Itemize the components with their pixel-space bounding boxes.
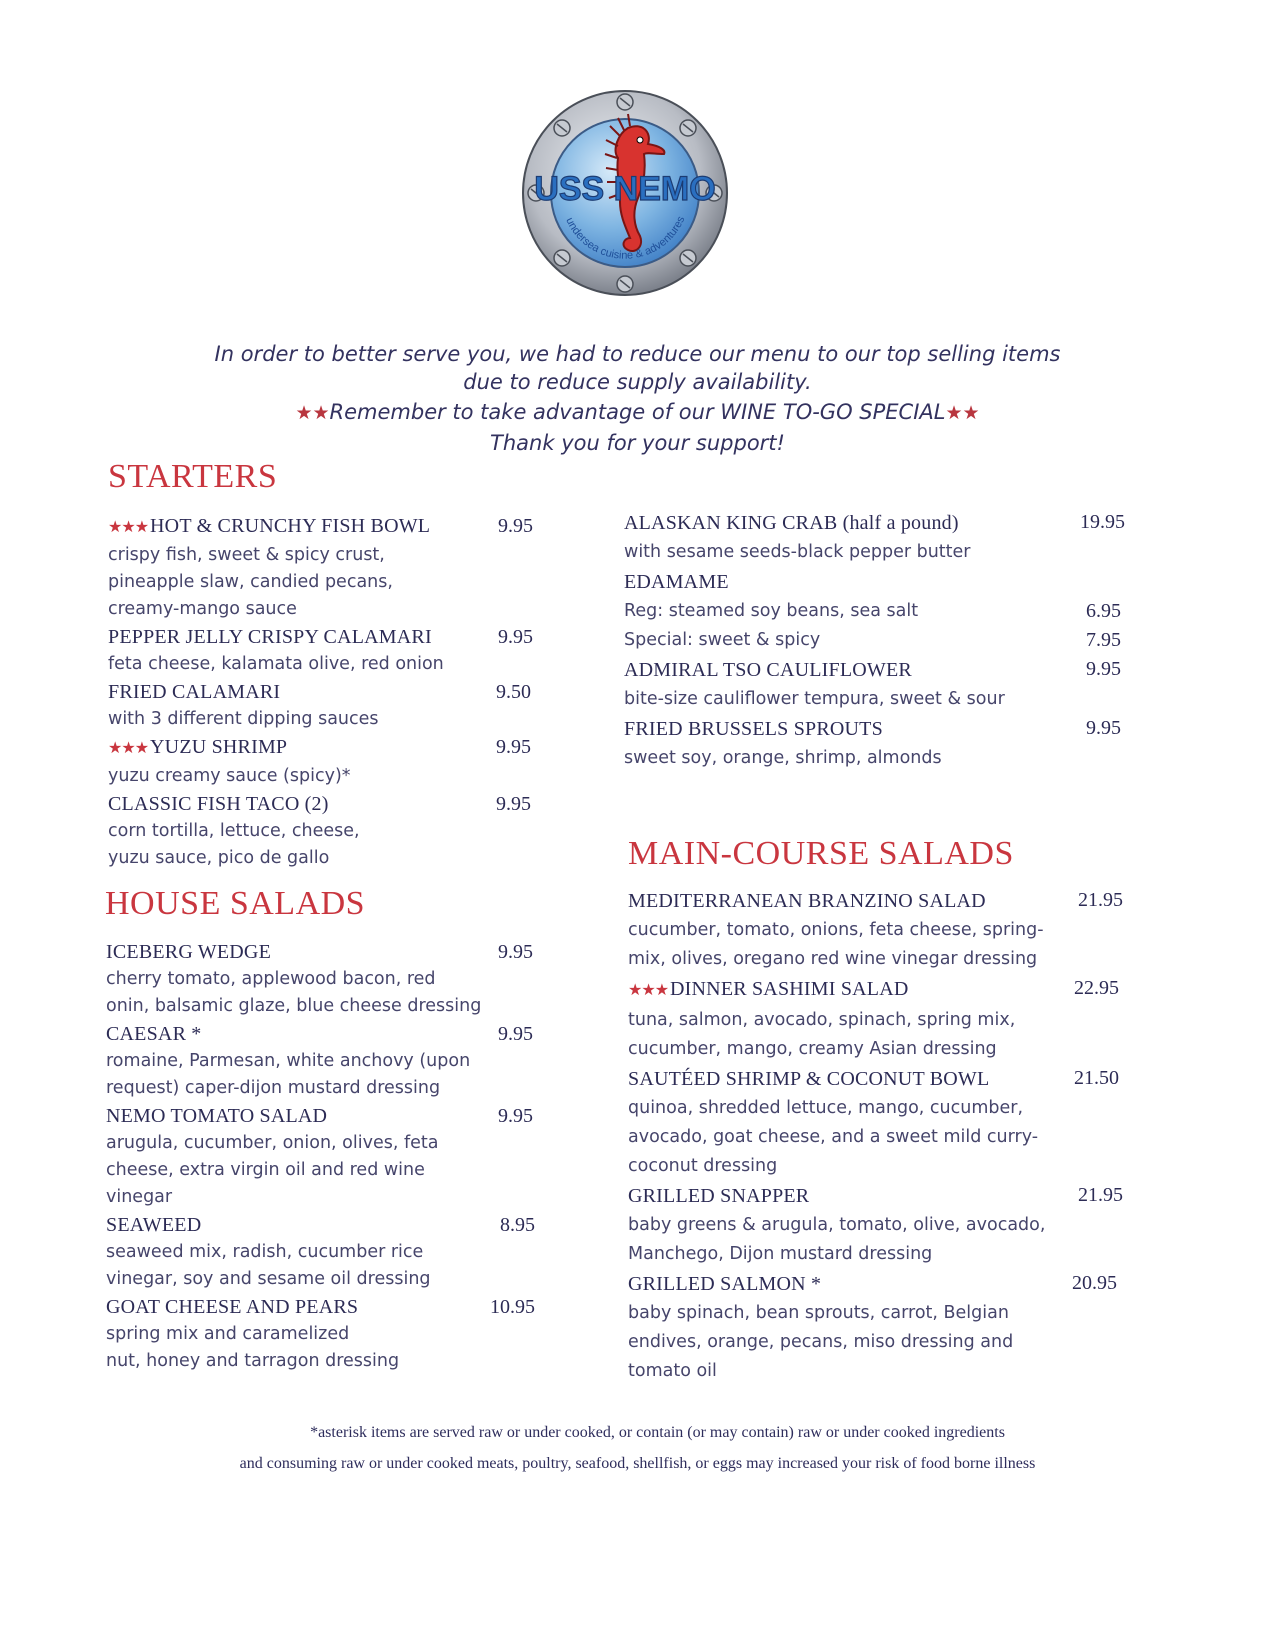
menu-item: ★★★ YUZU SHRIMP 9.95 yuzu creamy sauce (spicy)* xyxy=(108,733,548,790)
menu-item-variant: Special: sweet & spicy 7.95 xyxy=(624,626,1134,655)
star-icon: ★★ xyxy=(295,402,330,424)
item-price: 9.50 xyxy=(496,681,531,703)
item-price: 9.95 xyxy=(498,941,533,963)
star-icon: ★★★ xyxy=(108,519,149,536)
item-price: 9.95 xyxy=(1086,717,1121,739)
item-price: 22.95 xyxy=(1074,977,1119,999)
item-price: 20.95 xyxy=(1072,1272,1117,1294)
star-icon: ★★ xyxy=(945,402,980,424)
star-icon: ★★★ xyxy=(628,982,669,999)
house-salads-column xyxy=(106,938,551,1375)
item-price: 9.95 xyxy=(498,1105,533,1127)
starters-right-column xyxy=(624,508,1134,773)
item-price: 9.95 xyxy=(498,626,533,648)
item-price: 21.95 xyxy=(1078,889,1123,911)
menu-item: GOAT CHEESE AND PEARS 10.95 spring mix and caramelized nut, honey and tarragon dressing xyxy=(106,1293,551,1375)
svg-text:undersea cuisine & adventures: undersea cuisine & adventures xyxy=(563,214,688,262)
intro-notice xyxy=(150,340,1125,457)
menu-item: GRILLED SALMON * 20.95 baby spinach, bean sprouts, carrot, Belgian endives, orange, pecans, miso dressing and tomato oil xyxy=(628,1269,1133,1386)
item-price: 6.95 xyxy=(1086,600,1121,622)
menu-item: MEDITERRANEAN BRANZINO SALAD 21.95 cucumber, tomato, onions, feta cheese, spring- mix, olives, oregano red wine vinegar dressing xyxy=(628,886,1133,974)
menu-item: ADMIRAL TSO CAULIFLOWER 9.95 bite-size cauliflower tempura, sweet & sour xyxy=(624,655,1134,714)
starters-left-column xyxy=(108,512,548,872)
menu-item: CLASSIC FISH TACO (2) 9.95 corn tortilla, lettuce, cheese, yuzu sauce, pico de gallo xyxy=(108,790,548,872)
menu-item: FRIED CALAMARI 9.50 with 3 different dipping sauces xyxy=(108,678,548,733)
item-price: 21.95 xyxy=(1078,1184,1123,1206)
item-price: 9.95 xyxy=(498,1023,533,1045)
intro-line-4: Thank you for your support! xyxy=(490,431,785,455)
menu-item: FRIED BRUSSELS SPROUTS 9.95 sweet soy, orange, shrimp, almonds xyxy=(624,714,1134,773)
menu-item: NEMO TOMATO SALAD 9.95 arugula, cucumber, onion, olives, feta cheese, extra virgin oil and red wine vinegar xyxy=(106,1102,551,1211)
section-title-main-course-salads: MAIN-COURSE SALADS xyxy=(628,835,1014,872)
menu-item: CAESAR * 9.95 romaine, Parmesan, white anchovy (upon request) caper-dijon mustard dressing xyxy=(106,1020,551,1102)
menu-item: ICEBERG WEDGE 9.95 cherry tomato, applewood bacon, red onin, balsamic glaze, blue cheese dressing xyxy=(106,938,551,1020)
intro-line-3: ★★Remember to take advantage of our WINE TO-GO SPECIAL★★ xyxy=(295,400,980,424)
menu-item: PEPPER JELLY CRISPY CALAMARI 9.95 feta cheese, kalamata olive, red onion xyxy=(108,623,548,678)
menu-item: EDAMAME xyxy=(624,571,729,593)
footer-disclaimer-line-2: and consuming raw or under cooked meats, poultry, seafood, shellfish, or eggs may increased your risk of food borne illness xyxy=(239,1455,1036,1472)
menu-item: ALASKAN KING CRAB (half a pound) 19.95 with sesame seeds-black pepper butter xyxy=(624,508,1134,567)
uss-nemo-logo xyxy=(520,88,730,298)
menu-item: SEAWEED 8.95 seaweed mix, radish, cucumber rice vinegar, soy and sesame oil dressing xyxy=(106,1211,551,1293)
menu-item: GRILLED SNAPPER 21.95 baby greens & arugula, tomato, olive, avocado, Manchego, Dijon mustard dressing xyxy=(628,1181,1133,1269)
intro-line-1: In order to better serve you, we had to reduce our menu to our top selling items xyxy=(214,342,1061,366)
main-salads-column xyxy=(628,886,1133,1386)
item-price: 10.95 xyxy=(490,1296,535,1318)
item-price: 9.95 xyxy=(496,736,531,758)
footer-disclaimer-line-1: *asterisk items are served raw or under cooked, or contain (or may contain) raw or under cooked ingredients xyxy=(310,1424,1005,1441)
menu-item: ★★★ DINNER SASHIMI SALAD 22.95 tuna, salmon, avocado, spinach, spring mix, cucumber, mango, creamy Asian dressing xyxy=(628,974,1133,1064)
item-price: 8.95 xyxy=(500,1214,535,1236)
intro-line-2: due to reduce supply availability. xyxy=(463,370,812,394)
section-title-starters: STARTERS xyxy=(108,458,278,495)
item-price: 9.95 xyxy=(498,515,533,537)
menu-item: ★★★ HOT & CRUNCHY FISH BOWL 9.95 crispy fish, sweet & spicy crust, pineapple slaw, candied pecans, creamy-mango sauce xyxy=(108,512,548,623)
item-price: 21.50 xyxy=(1074,1067,1119,1089)
item-price: 19.95 xyxy=(1080,511,1125,533)
svg-text:USS NEMO: USS NEMO xyxy=(534,170,716,208)
item-price: 9.95 xyxy=(496,793,531,815)
item-price: 9.95 xyxy=(1086,658,1121,680)
menu-item-variant: Reg: steamed soy beans, sea salt 6.95 xyxy=(624,597,1134,626)
section-title-house-salads: HOUSE SALADS xyxy=(105,885,366,922)
item-price: 7.95 xyxy=(1086,629,1121,651)
menu-item: SAUTÉED SHRIMP & COCONUT BOWL 21.50 quinoa, shredded lettuce, mango, cucumber, avocado, goat cheese, and a sweet mild curry- coconut dressing xyxy=(628,1064,1133,1181)
star-icon: ★★★ xyxy=(108,740,149,757)
